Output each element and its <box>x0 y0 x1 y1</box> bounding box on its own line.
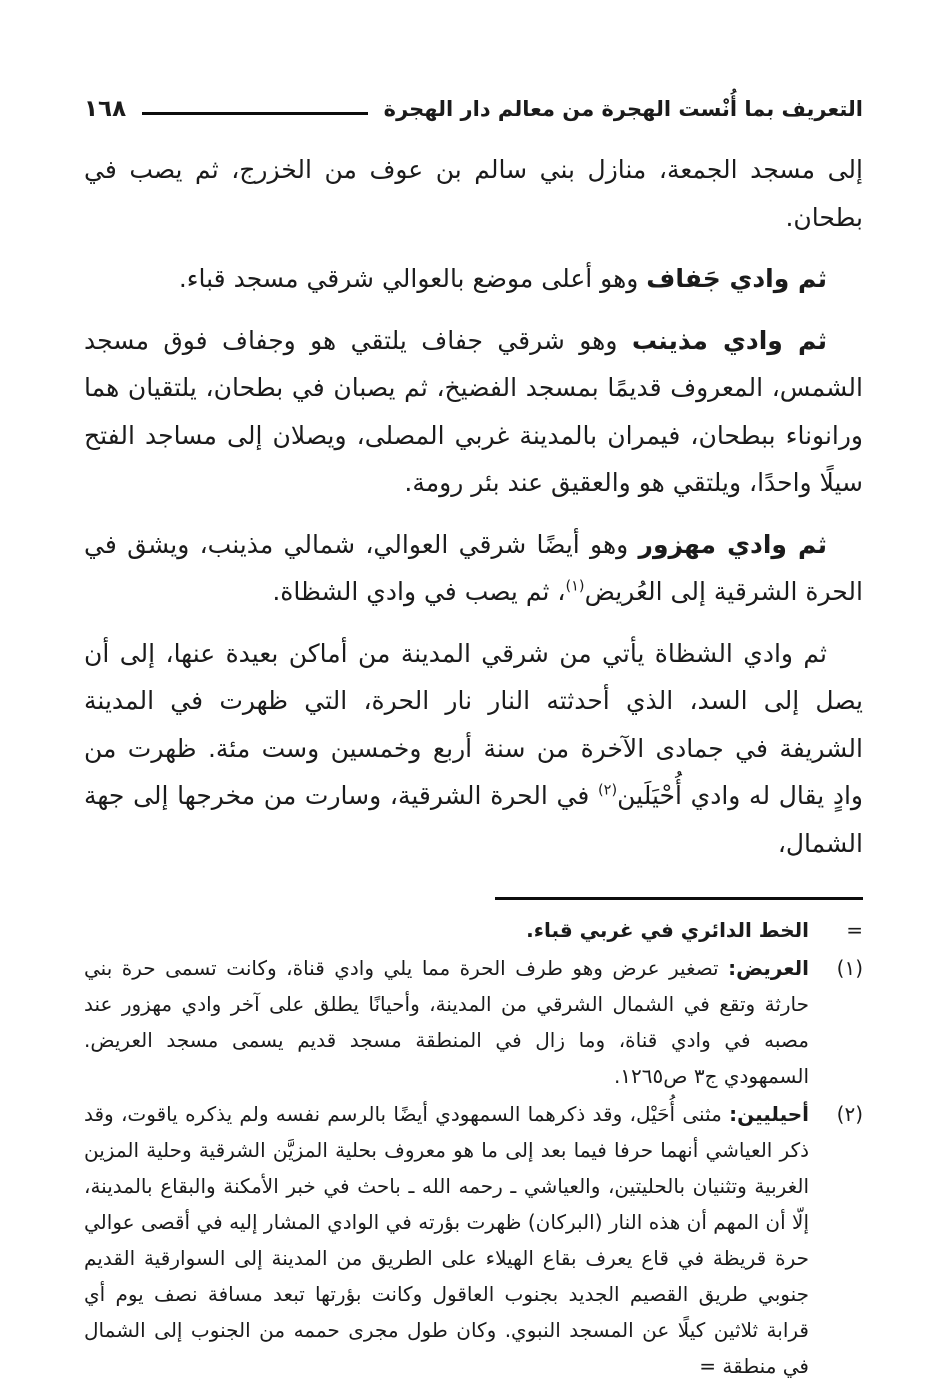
emphasis-run: أحيليين: <box>729 1102 809 1126</box>
text-run: وهو أيضًا شرقي العوالي، شمالي مذينب، ويشق في الحرة الشرقية إلى العُريض <box>84 529 863 606</box>
text-run: وهو أعلى موضع بالعوالي شرقي مسجد قباء. <box>178 264 647 293</box>
footnote-ref: (٢) <box>597 782 618 799</box>
paragraph <box>84 521 863 616</box>
footnote-text <box>84 912 809 948</box>
text-run: إلى مسجد الجمعة، منازل بني سالم بن عوف من الخزرج، ثم يصب في بطحان. <box>84 155 863 232</box>
page-header <box>84 96 863 122</box>
paragraph <box>84 317 863 507</box>
text-run: ، ثم يصب في وادي الشظاة. <box>272 577 566 606</box>
footnote-marker: = <box>846 918 863 942</box>
paragraph <box>84 630 863 868</box>
text-run: وهو شرقي جفاف يلتقي هو وجفاف فوق مسجد الشمس، المعروف قديمًا بمسجد الفضيخ، ثم يصبان في بطحان، يلتقيان هما ورانوناء ببطحان، فيمران بالمدينة غربي المصلى، ويصلان إلى مساجد الفتح سيلًا واحدًا، ويلتقي هو والعقيق عند بئر رومة. <box>84 325 863 497</box>
header-rule <box>142 112 368 115</box>
page-number: ١٦٨ <box>84 96 127 122</box>
header-title: التعريف بما أُنْست الهجرة من معالم دار الهجرة <box>383 97 863 121</box>
footnote-marker: (١) <box>836 956 863 980</box>
paragraph <box>84 255 863 303</box>
text-run: مثنى أُحَيْل، وقد ذكرهما السمهودي أيضًا بالرسم نفسه ولم يذكره ياقوت، وقد ذكر العياشي أنهما حرفا فيما بعد إلى ما هو معروف بحلية المزيَّن الشرقية وحلية المزين الغربية وتثنيان بالحليتين، والعياشي ـ رحمه الله ـ باحث في خبر الأمكنة والبقاع بالمدينة، إلّا أن المهم أن هذه النار (البركان) ظهرت بؤرته في الوادي المشار إليه في أقصى عوالي حرة قريظة في قاع يعرف بقاع الهيلاء على الطريق من المدينة إلى السوارقية القديم جنوبي طريق القصيم الجديد بجنوب العاقول وكانت بؤرتها تبعد مسافة نصف يوم أي قرابة ثلاثين كيلًا عن المسجد النبوي. وكان طول مجرى حممه من الجنوب إلى الشمال في منطقة = <box>84 1102 809 1378</box>
footnote-item <box>84 912 863 948</box>
emphasis-run: الخط الدائري في غربي قباء. <box>526 918 809 942</box>
body-text <box>84 146 863 867</box>
footnote-separator <box>495 897 863 900</box>
footnote-list <box>84 912 863 1384</box>
text-run: ثم وادي الشظاة يأتي من شرقي المدينة من أماكن بعيدة عنها، إلى أن يصل إلى السد، الذي أحدثته النار نار الحرة، التي ظهرت في المدينة الشريفة في جمادى الآخرة من سنة أربع وخمسين وست مئة. ظهرت من وادٍ يقال له وادي أُحْيَلَين <box>84 638 863 810</box>
emphasis-run: ثم وادي مهزور <box>638 529 828 559</box>
footnote-text <box>84 950 809 1094</box>
footnotes-section <box>84 897 863 1384</box>
paragraph <box>84 146 863 241</box>
emphasis-run: ثم وادي جَفاف <box>646 264 827 293</box>
footnote-item <box>84 1096 863 1384</box>
text-run: في الحرة الشرقية، وسارت من مخرجها إلى جهة الشمال، <box>84 781 863 858</box>
emphasis-run: ثم وادي مذينب <box>631 325 827 355</box>
footnote-ref: (١) <box>565 578 585 595</box>
footnote-text <box>84 1096 809 1384</box>
emphasis-run: العريض: <box>728 956 809 980</box>
footnote-item <box>84 950 863 1094</box>
text-run: تصغير عرض وهو طرف الحرة مما يلي وادي قناة، وكانت تسمى حرة بني حارثة وتقع في الشمال الشرقي من المدينة، وأحيانًا يطلق على آخر وادي مهزور عند مصبه في وادي قناة، وما زال في المنطقة مسجد قديم يسمى مسجد العريض. السمهودي ج٣ ص١٢٦٥. <box>84 956 809 1088</box>
footnote-marker: (٢) <box>836 1102 863 1126</box>
